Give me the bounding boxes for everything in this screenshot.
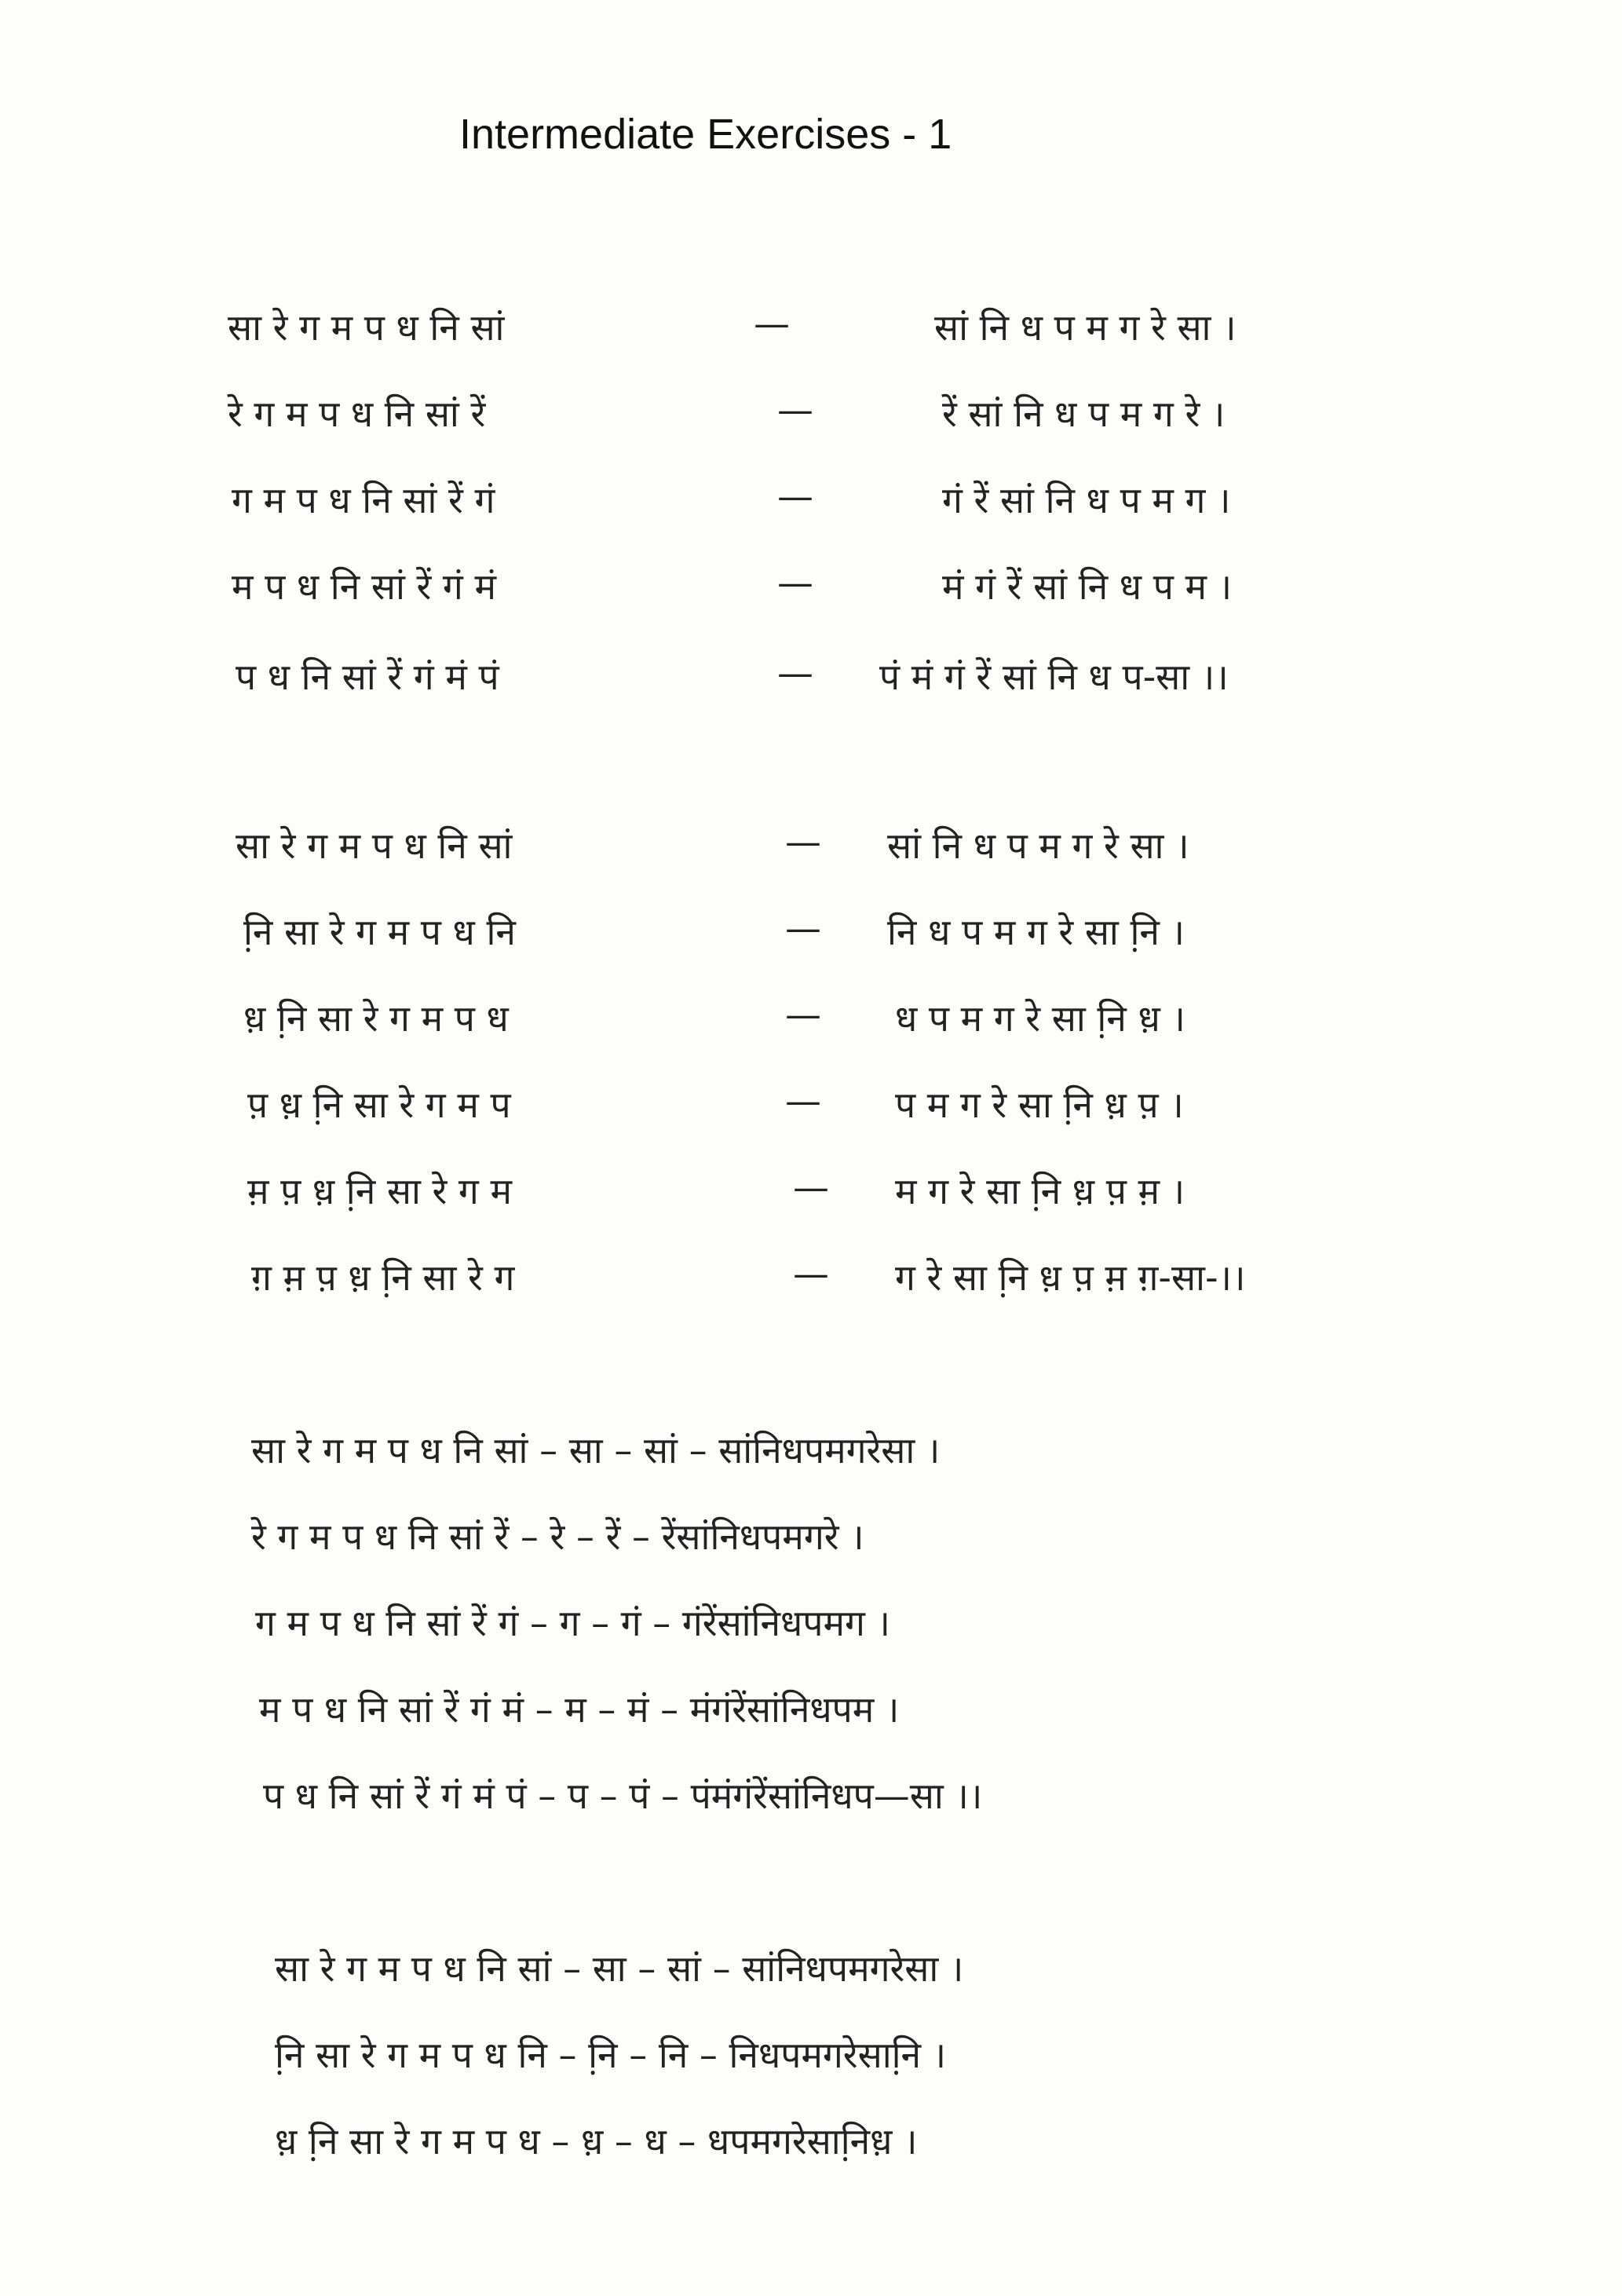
separator-dash: — [785,993,821,1036]
descending-notes: म ग रे सा नि़ ध़ प़ म़ । [895,1170,1185,1212]
exercise-row: ध़ नि़ सा रे ग म प ध – ध़ – ध – धपमगरेसानि़ध़ । [275,2120,918,2163]
ascending-notes: सा रे ग म प ध नि सां [236,824,513,867]
separator-dash: — [793,1166,829,1208]
descending-notes: सां नि ध प म ग रे सा । [934,306,1237,349]
separator-dash: — [793,1252,829,1295]
descending-notes: गं रें सां नि ध प म ग । [942,479,1231,521]
exercise-row: रे ग म प ध नि सां रें – रे – रें – रेंसांनिधपमगरे । [251,1515,864,1558]
descending-notes: नि ध प म ग रे सा नि़ । [887,911,1185,953]
exercise-row: सा रे ग म प ध नि सां – सा – सां – सांनिधपमगरेसा । [275,1947,964,1990]
descending-notes: ग रे सा नि़ ध़ प़ म़ ग़-सा-।। [895,1256,1246,1299]
separator-dash: — [777,652,813,694]
separator-dash: — [777,561,813,604]
ascending-notes: प़ ध़ नि़ सा रे ग म प [247,1084,511,1126]
separator-dash: — [785,907,821,949]
descending-notes: मं गं रें सां नि ध प म । [942,565,1233,608]
separator-dash: — [777,389,813,431]
descending-notes: प म ग रे सा नि़ ध़ प़ । [895,1084,1184,1126]
ascending-notes: म प ध नि सां रें गं मं [232,565,496,608]
descending-notes: सां नि ध प म ग रे सा । [887,824,1189,867]
exercise-row: प ध नि सां रें गं मं पं – प – पं – पंमंगंरेंसांनिधप—सा ।। [263,1775,983,1817]
ascending-notes: ग म प ध नि सां रें गं [232,479,495,521]
separator-dash: — [785,821,821,863]
exercise-row: ग म प ध नि सां रें गं – ग – गं – गंरेंसांनिधपमग । [255,1602,890,1644]
ascending-notes: सा रे ग म प ध नि सां [228,306,505,349]
page-title: Intermediate Exercises - 1 [459,111,952,158]
ascending-notes: नि़ सा रे ग म प ध नि [243,911,516,953]
exercise-row: सा रे ग म प ध नि सां – सा – सां – सांनिधपमगरेसा । [251,1429,941,1472]
ascending-notes: प ध नि सां रें गं मं पं [236,656,499,698]
separator-dash: — [777,475,813,517]
descending-notes: ध प म ग रे सा नि़ ध़ । [895,997,1185,1040]
ascending-notes: म़ प़ ध़ नि़ सा रे ग म [247,1170,512,1212]
separator-dash: — [754,302,790,345]
descending-notes: रें सां नि ध प म ग रे । [942,393,1226,435]
ascending-notes: रे ग म प ध नि सां रें [228,393,486,435]
descending-notes: पं मं गं रें सां नि ध प-सा ।। [879,656,1229,698]
ascending-notes: ग़ म़ प़ ध़ नि़ सा रे ग [251,1256,515,1299]
separator-dash: — [785,1080,821,1122]
ascending-notes: ध़ नि़ सा रे ग म प ध [243,997,509,1040]
exercise-row: म प ध नि सां रें गं मं – म – मं – मंगंरेंसांनिधपम । [259,1688,900,1731]
exercise-row: नि़ सा रे ग म प ध नि – नि़ – नि – निधपमगरेसानि़ । [275,2034,947,2076]
